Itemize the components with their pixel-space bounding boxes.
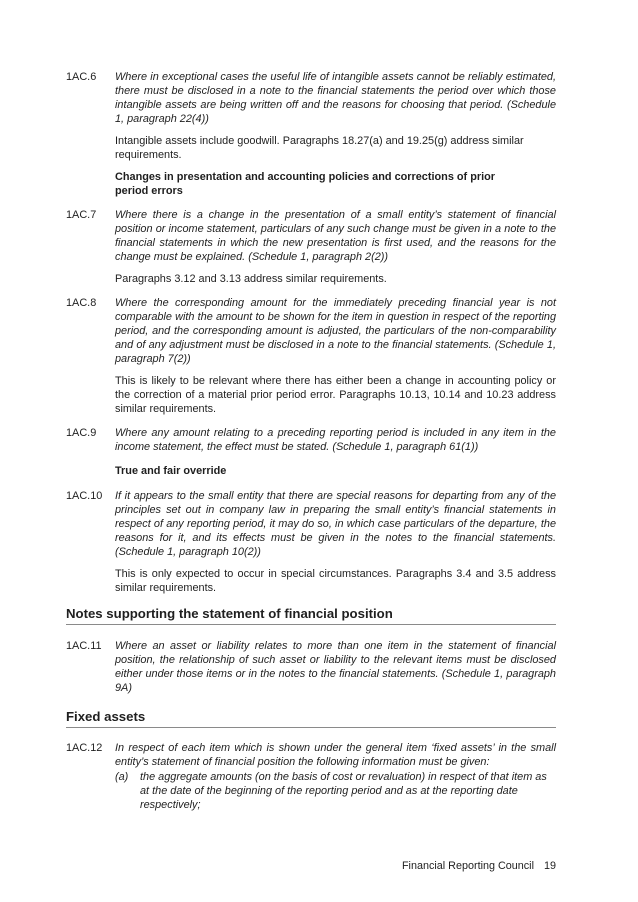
paragraph-1ac7-note [66,273,556,287]
paragraph-1ac12 [66,742,556,770]
paragraph-note: Intangible assets include goodwill. Paragraphs 18.27(a) and 19.25(g) address similar requirements. [115,135,524,161]
paragraph-text: Where an asset or liability relates to more than one item in the statement of financial position, the relationship of such asset or liability to the relevant items must be disclosed either under those items or in the notes to the financial statements. (Schedule 1, paragraph 9A) [115,640,556,694]
page-footer [402,860,556,874]
paragraph-number: 1AC.6 [66,71,97,83]
paragraph-number: 1AC.9 [66,427,97,439]
paragraph-1ac10 [66,490,556,560]
section-heading-fixed-assets: Fixed assets [66,709,556,728]
paragraph-1ac6 [66,71,556,127]
paragraph-text: Where in exceptional cases the useful life of intangible assets cannot be reliably estimated, there must be disclosed in a note to the financial statements the period over which those intangible assets are being written off and the reasons for choosing that period. (Schedule 1, paragraph 22(4)) [115,71,556,125]
section-heading-notes: Notes supporting the statement of financial position [66,606,556,625]
paragraph-1ac10-note [66,568,556,596]
paragraph-1ac8-note [66,375,556,417]
paragraph-text: Where the corresponding amount for the immediately preceding financial year is not comparable with the amount to be shown for the item in question in respect of the reporting period, and the corresponding amount is adjusted, the particulars of the non-comparability and of any adjustment must be disclosed in a note to the financial statements. (Schedule 1, paragraph 7(2)) [115,297,556,365]
subheading-changes [66,171,556,199]
paragraph-1ac6-note [66,135,556,163]
footer-organisation: Financial Reporting Council [401,860,534,872]
paragraph-note: This is likely to be relevant where there has either been a change in accounting policy or the correction of a material prior period error. Paragraphs 10.13, 10.14 and 10.23 address similar requirements. [115,375,556,415]
page-number: 19 [543,860,556,872]
paragraph-number: 1AC.11 [66,640,102,652]
list-item-label: (a) [115,771,129,783]
paragraph-number: 1AC.7 [66,209,97,221]
list-item-a [115,771,556,813]
list-item-text: the aggregate amounts (on the basis of cost or revaluation) in respect of that item as at the date of the beginning of the reporting period and as at the reporting date respectively; [140,771,547,811]
paragraph-text: In respect of each item which is shown under the general item ‘fixed assets’ in the small entity’s statement of financial position the following information must be given: [115,742,556,768]
subheading-override [66,465,556,479]
paragraph-text: Where there is a change in the presentation of a small entity’s statement of financial position or income statement, particulars of any such change must be given in a note to the financial statements in which the new presentation is first used, and the reasons for the change must be explained. (Schedule 1, paragraph 2(2)) [115,209,556,263]
paragraph-1ac8 [66,297,556,367]
paragraph-text: If it appears to the small entity that there are special reasons for departing from any of the principles set out in company law in preparing the small entity’s financial statements in respect of any reporting period, it may do so, in which case particulars of the departure, the reasons for it, and its effects must be given in the notes to the financial statements. (Schedule 1, paragraph 10(2)) [115,490,556,558]
paragraph-number: 1AC.12 [66,742,103,754]
paragraph-note: Paragraphs 3.12 and 3.13 address similar requirements. [115,273,387,285]
paragraph-1ac9 [66,427,556,455]
paragraph-1ac11 [66,640,556,696]
paragraph-number: 1AC.8 [66,297,97,309]
paragraph-number: 1AC.10 [66,490,103,502]
paragraph-text: Where any amount relating to a preceding reporting period is included in any item in the income statement, the effect must be stated. (Schedule 1, paragraph 61(1)) [115,427,556,453]
subheading: Changes in presentation and accounting policies and corrections of prior period errors [115,171,496,197]
paragraph-note: This is only expected to occur in special circumstances. Paragraphs 3.4 and 3.5 address similar requirements. [115,568,556,594]
paragraph-1ac7 [66,209,556,265]
subheading: True and fair override [115,465,227,477]
